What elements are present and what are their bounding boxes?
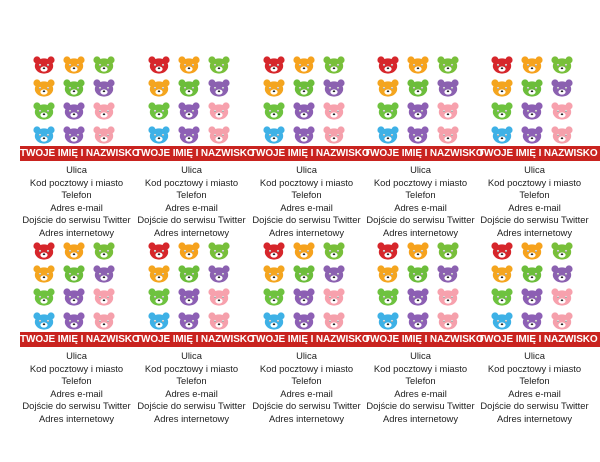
bear-face-icon	[93, 126, 115, 144]
bear-face-icon	[377, 312, 399, 330]
bear-face-icon	[491, 102, 513, 120]
card-twitter: Dojście do serwisu Twitter	[137, 214, 246, 226]
bear-face-icon	[407, 242, 429, 260]
card-twitter: Dojście do serwisu Twitter	[366, 400, 475, 412]
bear-face-icon	[178, 242, 200, 260]
bear-face-icon	[33, 126, 55, 144]
card-postal-city: Kod pocztowy i miasto	[259, 362, 354, 374]
bear-face-icon	[293, 102, 315, 120]
bear-face-icon	[437, 102, 459, 120]
card-website: Adres internetowy	[496, 226, 573, 238]
bear-face-icon	[437, 312, 459, 330]
bear-face-icon	[93, 312, 115, 330]
bear-face-icon	[93, 56, 115, 74]
bear-face-icon	[208, 312, 230, 330]
business-card	[364, 236, 484, 426]
card-contact-info	[135, 350, 248, 426]
bear-face-icon	[551, 265, 573, 283]
bear-grid	[148, 242, 238, 330]
bear-face-icon	[93, 79, 115, 97]
bear-face-icon	[63, 126, 85, 144]
bear-face-icon	[521, 288, 543, 306]
bear-face-icon	[551, 288, 573, 306]
card-name: TWOJE IMIĘ I NAZWISKO	[364, 334, 484, 345]
bear-grid	[33, 56, 123, 144]
bear-face-icon	[551, 126, 573, 144]
business-card	[20, 50, 140, 240]
bear-face-icon	[491, 265, 513, 283]
bear-face-icon	[178, 288, 200, 306]
card-name: TWOJE IMIĘ I NAZWISKO	[20, 334, 140, 345]
bear-face-icon	[323, 79, 345, 97]
bear-face-icon	[208, 56, 230, 74]
card-email: Adres e-mail	[280, 201, 333, 213]
bear-face-icon	[377, 242, 399, 260]
card-row-bottom	[0, 236, 600, 426]
card-phone: Telefon	[405, 189, 436, 201]
bear-face-icon	[521, 102, 543, 120]
bear-face-icon	[293, 242, 315, 260]
card-postal-city: Kod pocztowy i miasto	[144, 176, 239, 188]
card-email: Adres e-mail	[50, 201, 103, 213]
bear-face-icon	[208, 288, 230, 306]
bear-face-icon	[293, 56, 315, 74]
card-street: Ulica	[524, 350, 545, 361]
bear-face-icon	[437, 126, 459, 144]
card-street: Ulica	[181, 350, 202, 361]
card-phone: Telefon	[176, 375, 207, 387]
card-email: Adres e-mail	[165, 201, 218, 213]
card-phone: Telefon	[519, 189, 550, 201]
bear-face-icon	[263, 242, 285, 260]
bear-face-icon	[148, 126, 170, 144]
bear-grid	[491, 56, 581, 144]
card-postal-city: Kod pocztowy i miasto	[373, 362, 468, 374]
card-contact-info	[364, 164, 477, 240]
bear-face-icon	[63, 312, 85, 330]
bear-face-icon	[208, 79, 230, 97]
bear-face-icon	[263, 79, 285, 97]
card-twitter: Dojście do serwisu Twitter	[22, 400, 131, 412]
card-street: Ulica	[66, 350, 87, 361]
bear-face-icon	[491, 126, 513, 144]
card-postal-city: Kod pocztowy i miasto	[29, 362, 124, 374]
card-twitter: Dojście do serwisu Twitter	[252, 214, 361, 226]
card-street: Ulica	[524, 164, 545, 175]
bear-face-icon	[551, 56, 573, 74]
card-contact-info	[20, 164, 133, 240]
card-contact-info	[478, 350, 591, 426]
bear-face-icon	[63, 79, 85, 97]
bear-face-icon	[263, 56, 285, 74]
card-email: Adres e-mail	[508, 387, 561, 399]
bear-face-icon	[148, 102, 170, 120]
card-contact-info	[250, 164, 363, 240]
card-name: TWOJE IMIĘ I NAZWISKO	[478, 148, 598, 159]
bear-face-icon	[437, 242, 459, 260]
bear-face-icon	[178, 265, 200, 283]
card-twitter: Dojście do serwisu Twitter	[480, 214, 589, 226]
card-website: Adres internetowy	[38, 412, 115, 424]
bear-face-icon	[148, 312, 170, 330]
bear-face-icon	[521, 56, 543, 74]
card-postal-city: Kod pocztowy i miasto	[487, 362, 582, 374]
card-postal-city: Kod pocztowy i miasto	[259, 176, 354, 188]
bear-face-icon	[33, 102, 55, 120]
bear-face-icon	[263, 312, 285, 330]
bear-grid	[263, 242, 353, 330]
card-phone: Telefon	[291, 375, 322, 387]
bear-face-icon	[33, 242, 55, 260]
card-street: Ulica	[410, 350, 431, 361]
card-twitter: Dojście do serwisu Twitter	[366, 214, 475, 226]
bear-face-icon	[33, 288, 55, 306]
card-phone: Telefon	[519, 375, 550, 387]
card-contact-info	[364, 350, 477, 426]
bear-face-icon	[323, 265, 345, 283]
bear-grid	[377, 56, 467, 144]
card-website: Adres internetowy	[382, 412, 459, 424]
card-phone: Telefon	[61, 375, 92, 387]
business-card	[135, 236, 255, 426]
bear-face-icon	[377, 126, 399, 144]
bear-face-icon	[551, 242, 573, 260]
bear-face-icon	[407, 79, 429, 97]
bear-face-icon	[323, 312, 345, 330]
bear-face-icon	[33, 265, 55, 283]
card-website: Adres internetowy	[153, 412, 230, 424]
bear-face-icon	[407, 102, 429, 120]
bear-face-icon	[491, 312, 513, 330]
bear-face-icon	[407, 265, 429, 283]
bear-face-icon	[551, 102, 573, 120]
bear-face-icon	[407, 312, 429, 330]
business-card	[250, 50, 370, 240]
card-name: TWOJE IMIĘ I NAZWISKO	[364, 148, 484, 159]
bear-face-icon	[491, 56, 513, 74]
card-postal-city: Kod pocztowy i miasto	[373, 176, 468, 188]
bear-face-icon	[263, 265, 285, 283]
card-website: Adres internetowy	[496, 412, 573, 424]
business-card	[364, 50, 484, 240]
bear-face-icon	[491, 288, 513, 306]
bear-grid	[377, 242, 467, 330]
card-website: Adres internetowy	[268, 226, 345, 238]
bear-face-icon	[178, 56, 200, 74]
card-contact-info	[20, 350, 133, 426]
card-name: TWOJE IMIĘ I NAZWISKO	[250, 148, 370, 159]
card-email: Adres e-mail	[165, 387, 218, 399]
card-phone: Telefon	[176, 189, 207, 201]
card-name: TWOJE IMIĘ I NAZWISKO	[135, 334, 255, 345]
business-card	[478, 50, 598, 240]
bear-face-icon	[208, 126, 230, 144]
bear-face-icon	[407, 288, 429, 306]
bear-face-icon	[93, 288, 115, 306]
bear-face-icon	[63, 288, 85, 306]
card-contact-info	[135, 164, 248, 240]
business-card	[478, 236, 598, 426]
card-email: Adres e-mail	[508, 201, 561, 213]
bear-face-icon	[437, 265, 459, 283]
card-twitter: Dojście do serwisu Twitter	[22, 214, 131, 226]
bear-face-icon	[323, 126, 345, 144]
bear-face-icon	[63, 102, 85, 120]
card-email: Adres e-mail	[50, 387, 103, 399]
bear-face-icon	[293, 126, 315, 144]
bear-face-icon	[491, 79, 513, 97]
bear-face-icon	[551, 79, 573, 97]
bear-face-icon	[208, 265, 230, 283]
bear-face-icon	[521, 79, 543, 97]
card-twitter: Dojście do serwisu Twitter	[252, 400, 361, 412]
bear-face-icon	[93, 265, 115, 283]
bear-face-icon	[437, 79, 459, 97]
card-street: Ulica	[66, 164, 87, 175]
bear-face-icon	[521, 126, 543, 144]
card-name: TWOJE IMIĘ I NAZWISKO	[135, 148, 255, 159]
bear-grid	[263, 56, 353, 144]
card-website: Adres internetowy	[268, 412, 345, 424]
bear-face-icon	[323, 56, 345, 74]
bear-face-icon	[93, 242, 115, 260]
bear-face-icon	[178, 102, 200, 120]
bear-face-icon	[491, 242, 513, 260]
bear-face-icon	[178, 312, 200, 330]
card-contact-info	[250, 350, 363, 426]
bear-face-icon	[437, 288, 459, 306]
card-street: Ulica	[296, 164, 317, 175]
bear-face-icon	[377, 102, 399, 120]
bear-face-icon	[437, 56, 459, 74]
bear-face-icon	[178, 79, 200, 97]
business-card	[135, 50, 255, 240]
bear-face-icon	[551, 312, 573, 330]
bear-face-icon	[148, 265, 170, 283]
card-phone: Telefon	[61, 189, 92, 201]
business-card	[20, 236, 140, 426]
bear-face-icon	[263, 102, 285, 120]
bear-face-icon	[407, 126, 429, 144]
card-website: Adres internetowy	[38, 226, 115, 238]
bear-face-icon	[377, 265, 399, 283]
card-email: Adres e-mail	[394, 201, 447, 213]
card-postal-city: Kod pocztowy i miasto	[144, 362, 239, 374]
card-email: Adres e-mail	[280, 387, 333, 399]
bear-face-icon	[323, 102, 345, 120]
bear-face-icon	[263, 126, 285, 144]
card-row-top	[0, 50, 600, 240]
card-phone: Telefon	[405, 375, 436, 387]
bear-face-icon	[293, 312, 315, 330]
bear-face-icon	[148, 56, 170, 74]
card-phone: Telefon	[291, 189, 322, 201]
bear-face-icon	[33, 79, 55, 97]
bear-face-icon	[293, 265, 315, 283]
bear-face-icon	[521, 312, 543, 330]
card-name: TWOJE IMIĘ I NAZWISKO	[20, 148, 140, 159]
card-street: Ulica	[181, 164, 202, 175]
bear-face-icon	[148, 79, 170, 97]
bear-face-icon	[323, 242, 345, 260]
card-twitter: Dojście do serwisu Twitter	[480, 400, 589, 412]
bear-face-icon	[178, 126, 200, 144]
bear-face-icon	[33, 56, 55, 74]
bear-face-icon	[521, 242, 543, 260]
card-website: Adres internetowy	[382, 226, 459, 238]
card-street: Ulica	[410, 164, 431, 175]
card-contact-info	[478, 164, 591, 240]
card-twitter: Dojście do serwisu Twitter	[137, 400, 246, 412]
bear-face-icon	[377, 288, 399, 306]
bear-face-icon	[33, 312, 55, 330]
bear-face-icon	[63, 265, 85, 283]
bear-face-icon	[63, 242, 85, 260]
bear-face-icon	[293, 288, 315, 306]
card-postal-city: Kod pocztowy i miasto	[487, 176, 582, 188]
bear-face-icon	[93, 102, 115, 120]
card-street: Ulica	[296, 350, 317, 361]
card-name: TWOJE IMIĘ I NAZWISKO	[478, 334, 598, 345]
bear-face-icon	[263, 288, 285, 306]
bear-face-icon	[407, 56, 429, 74]
bear-grid	[148, 56, 238, 144]
bear-face-icon	[293, 79, 315, 97]
bear-grid	[491, 242, 581, 330]
card-postal-city: Kod pocztowy i miasto	[29, 176, 124, 188]
bear-face-icon	[208, 242, 230, 260]
bear-face-icon	[148, 242, 170, 260]
card-name: TWOJE IMIĘ I NAZWISKO	[250, 334, 370, 345]
card-website: Adres internetowy	[153, 226, 230, 238]
bear-face-icon	[323, 288, 345, 306]
business-card	[250, 236, 370, 426]
bear-face-icon	[521, 265, 543, 283]
bear-face-icon	[377, 56, 399, 74]
bear-face-icon	[63, 56, 85, 74]
card-email: Adres e-mail	[394, 387, 447, 399]
bear-face-icon	[208, 102, 230, 120]
bear-face-icon	[148, 288, 170, 306]
bear-face-icon	[377, 79, 399, 97]
bear-grid	[33, 242, 123, 330]
